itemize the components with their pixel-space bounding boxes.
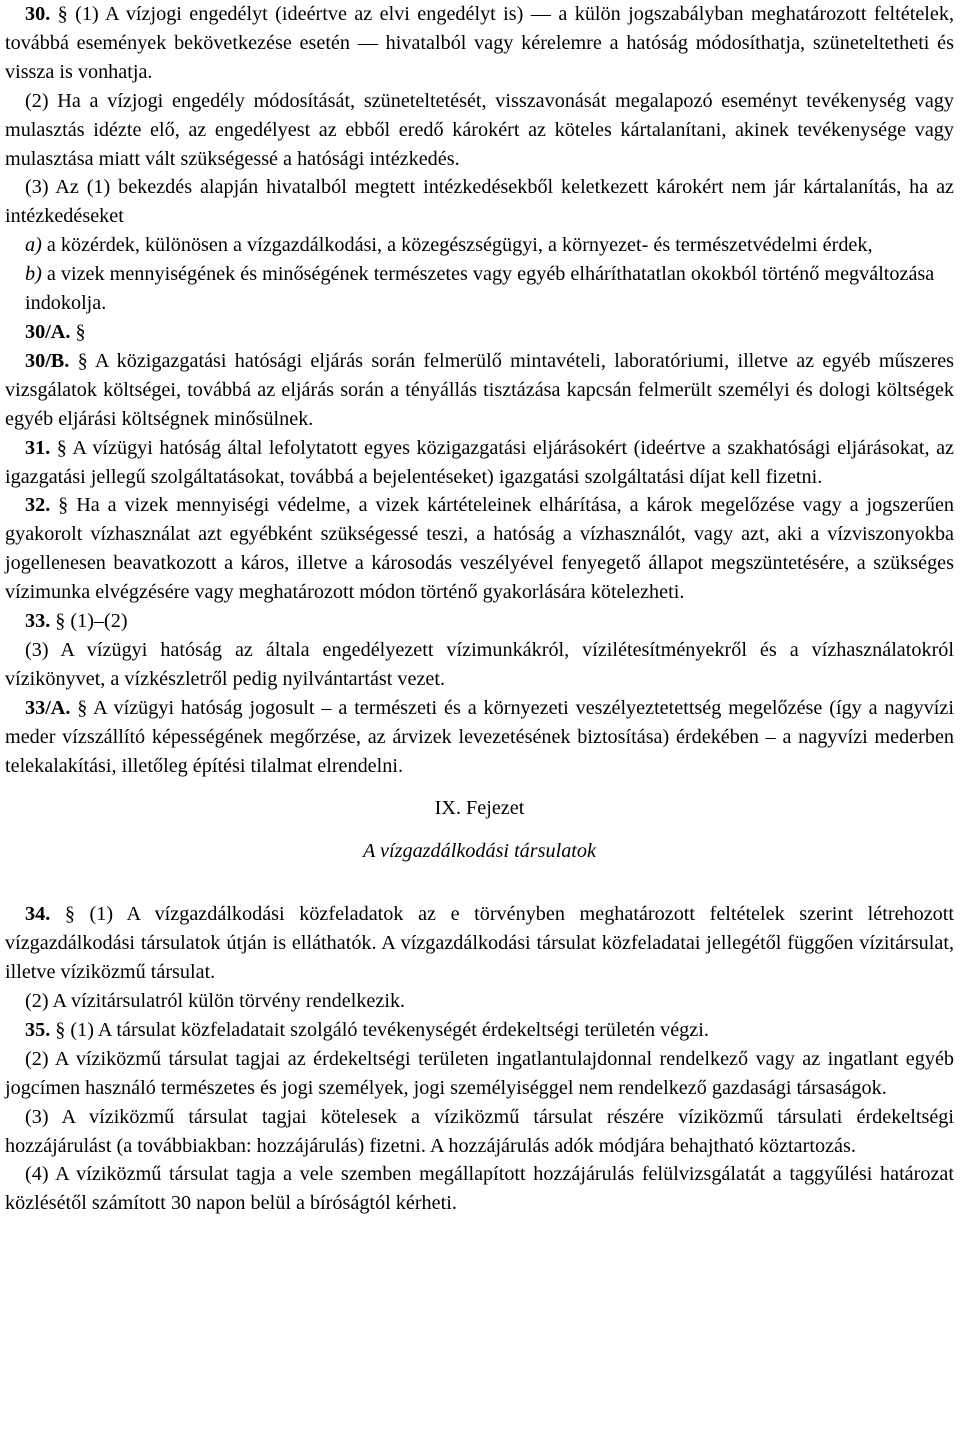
section-sign: § bbox=[58, 494, 69, 517]
section-35-para-1 bbox=[5, 1016, 954, 1045]
section-30-point-b bbox=[5, 260, 954, 289]
section-33a bbox=[5, 694, 954, 781]
section-sign: § bbox=[55, 1018, 66, 1041]
section-31-text: A vízügyi hatóság által lefolytatott egyes közigazgatási eljárásokért (ideértve a szakhatósági eljárásokat, az igazgatási jellegű szolgáltatásokat, továbbá a bejelentéseket) igazgatási szolgáltatási díjat kell fizetni. bbox=[5, 436, 955, 488]
section-sign: § bbox=[57, 3, 68, 25]
section-30-number: 30. bbox=[25, 3, 51, 25]
section-35-number: 35. bbox=[25, 1018, 51, 1041]
section-sign: § bbox=[77, 349, 88, 372]
section-sign: § bbox=[55, 610, 66, 633]
section-31-number: 31. bbox=[25, 436, 51, 459]
chapter-heading: IX. Fejezet bbox=[434, 797, 525, 820]
section-32-text: Ha a vizek mennyiségi védelme, a vizek kártételeinek elhárítása, a károk megelőzése vagy a jogszerűen gyakorolt vízhasználat azt egyébként szükségessé teszi, a hatóság a vízhasználót, vagy azt, aki a vízviszonyokba jogellenesen beavatkozott a káros, illetve a károsodás veszélyével fenyegető állapot megszüntetésére, a szükséges vízimunka elvégzésére vagy meghatározott módon történő gyakorlására kötelezheti. bbox=[5, 494, 955, 604]
section-35-text-1: (1) A társulat közfeladatait szolgáló tevékenységét érdekeltségi területén végzi. bbox=[70, 1018, 709, 1041]
section-32 bbox=[5, 491, 954, 607]
section-30-point-a bbox=[5, 231, 954, 260]
section-sign: § bbox=[64, 903, 75, 926]
section-34-text-1: (1) A vízgazdálkodási közfeladatok az e törvényben meghatározott feltételek szerint létrehozott vízgazdálkodási társulatok útján is elláthatók. A vízgazdálkodási társulat közfeladatai jellegétől függően vízitársulat, illetve víziközmű társulat. bbox=[5, 903, 954, 984]
section-33-para-3: (3) A vízügyi hatóság az általa engedélyezett vízimunkákról, vízilétesítményekről és a vízhasználatokról vízikönyvet, a vízkészletről pedig nyilvántartást vezet. bbox=[5, 638, 954, 690]
section-33a-number: 33/A. bbox=[25, 696, 71, 719]
point-a-text: a közérdek, különösen a vízgazdálkodási, a közegészségügyi, a környezet- és természetvédelmi érdek, bbox=[46, 234, 873, 257]
section-35-para-2: (2) A víziközmű társulat tagjai az érdekeltségi területen ingatlantulajdonnal rendelkező vagy az ingatlant egyéb jogcímen használó természetes és jogi személyek, jogi személyiséggel nem rendelkező gazdasági társaságok. bbox=[5, 1047, 954, 1099]
section-33 bbox=[5, 607, 954, 636]
section-33a-text: A vízügyi hatóság jogosult – a természeti és a környezeti veszélyeztetettség megelőzése (így a nagyvízi meder vízszállító képességének megőrzése, az árvizek levezetésének biztosítása) érdekében – a nagyvízi mederben telekalakítási, illetőleg építési tilalmat elrendelni. bbox=[5, 696, 954, 777]
section-30-para-1 bbox=[5, 0, 954, 87]
section-30b-text: A közigazgatási hatósági eljárás során felmerülő mintavételi, laboratóriumi, illetve az egyéb műszeres vizsgálatok költségei, továbbá az eljárás során a tényállás tisztázása kapcsán felmerült személyi és dologi költségek egyéb eljárási költségnek minősülnek. bbox=[5, 349, 955, 430]
section-sign: § bbox=[75, 320, 86, 343]
section-30-closing: indokolja. bbox=[25, 292, 107, 315]
section-32-number: 32. bbox=[25, 494, 51, 517]
section-34-para-2: (2) A vízitársulatról külön törvény rendelkezik. bbox=[25, 990, 406, 1012]
section-34-para-1 bbox=[5, 900, 954, 987]
section-30a-number: 30/A. bbox=[25, 320, 71, 343]
section-30b-number: 30/B. bbox=[25, 349, 70, 372]
point-a-label: a) bbox=[25, 234, 42, 257]
section-30a bbox=[5, 318, 954, 347]
section-34-number: 34. bbox=[25, 903, 51, 926]
section-33-number: 33. bbox=[25, 610, 51, 633]
section-sign: § bbox=[77, 696, 88, 719]
section-33-para-1: (1)–(2) bbox=[70, 610, 128, 633]
section-30-text-1: (1) A vízjogi engedélyt (ideértve az elvi engedélyt is) ― a külön jogszabályban meghatározott feltételek, továbbá események bekövetkezése esetén ― hivatalból vagy kérelemre a hatóság módosíthatja, szüneteltetheti és vissza is vonhatja. bbox=[5, 3, 954, 83]
section-35-para-3: (3) A víziközmű társulat tagjai kötelesek a víziközmű társulat részére víziközmű társulati érdekeltségi hozzájárulást (a továbbiakban: hozzájárulás) fizetni. A hozzájárulás adók módjára behajtható köztartozás. bbox=[5, 1105, 954, 1157]
section-35-para-4: (4) A víziközmű társulat tagja a vele szemben megállapított hozzájárulás felülvizsgálatát a taggyűlési határozat közlésétől számított 30 napon belül a bíróságtól kérheti. bbox=[5, 1163, 954, 1215]
section-30b bbox=[5, 347, 954, 434]
chapter-title: A vízgazdálkodási társulatok bbox=[363, 840, 596, 863]
section-30-para-3: (3) Az (1) bekezdés alapján hivatalból megtett intézkedésekből keletkezett károkért nem jár kártalanítás, ha az intézkedéseket bbox=[5, 176, 954, 228]
section-31 bbox=[5, 434, 954, 492]
point-b-text: a vizek mennyiségének és minőségének természetes vagy egyéb elháríthatatlan okokból történő megváltozása bbox=[46, 263, 935, 286]
section-sign: § bbox=[56, 436, 67, 459]
point-b-label: b) bbox=[25, 263, 42, 286]
section-30-para-2: (2) Ha a vízjogi engedély módosítását, szüneteltetését, visszavonását megalapozó eseményt tevékenység vagy mulasztás idézte elő, az engedélyest az ebből eredő károkért az köteles kártalanítani, akinek tevékenysége vagy mulasztása miatt vált szükségessé a hatósági intézkedés. bbox=[5, 89, 954, 170]
